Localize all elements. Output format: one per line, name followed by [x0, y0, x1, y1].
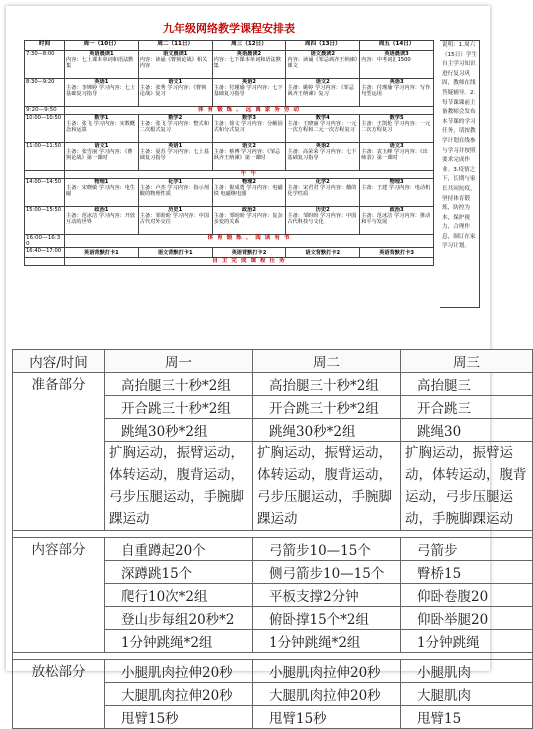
lesson-detail: 主备：李婵婷 学习内容：七上基础复习指导	[66, 85, 136, 98]
lesson-cell	[65, 207, 139, 235]
lesson-cell	[286, 179, 360, 207]
lesson-detail: 主备：邹盼盼 学习内容：中国古代科技与文化	[287, 213, 357, 226]
exercise-item: 开合跳三十秒*2组	[105, 396, 253, 419]
schedule-header-cell: 周三（12日）	[212, 41, 286, 51]
exercise-item: 登山步每组20秒*2	[105, 607, 253, 630]
exercise-item: 大腿肌肉	[401, 683, 533, 706]
exercise-warmup-text: 扩胸运动，振臂运动，体转运动，腹背运动，弓步压腿运动，手腕脚踝运动	[401, 442, 533, 531]
exercise-item: 仰卧举腿20	[401, 607, 533, 630]
schedule-row	[25, 179, 434, 207]
lesson-subject: 英语晨读2	[236, 51, 262, 57]
lesson-detail: 主备：张飞 学习内容：整式和二次根式复习	[139, 121, 209, 134]
lesson-subject: 英语晨读1	[89, 51, 114, 57]
schedule-document	[24, 20, 484, 345]
lesson-detail: 内容：七下课本单词和语法默集	[213, 57, 282, 70]
time-cell: 9:20—9:50	[25, 107, 65, 115]
exercise-header-cell: 周三	[401, 350, 533, 373]
lesson-detail: 主备：卢杰 学习内容：指示剂 酸的物理性质	[139, 185, 209, 198]
lesson-subject: 政治3	[389, 207, 404, 213]
exercise-item: 1分钟跳绳*2组	[105, 630, 253, 653]
lesson-cell	[360, 115, 434, 143]
lesson-detail: 主备：夏苏 学习内容：七上基础复习指导	[139, 149, 209, 162]
lesson-subject: 物理1	[94, 179, 109, 185]
section-gap	[13, 531, 533, 538]
lesson-subject: 化学2	[315, 179, 330, 185]
lesson-cell	[360, 51, 434, 79]
lesson-subject: 英语1	[168, 143, 183, 149]
lesson-detail: 主备：王建 学习内容：电动机	[361, 185, 431, 192]
schedule-banner-row	[25, 235, 434, 248]
lesson-detail: 主备：高荣荣 学习内容：七下基础复习指导	[287, 149, 357, 162]
lesson-cell	[286, 143, 360, 171]
lesson-cell	[65, 179, 139, 207]
lesson-subject: 英语2	[241, 79, 256, 85]
exercise-item: 大腿肌肉拉伸20秒	[105, 683, 253, 706]
lesson-detail: 内容：七上课本单词和语法默集	[66, 57, 134, 70]
lesson-cell	[138, 115, 212, 143]
exercise-item: 1分钟跳绳	[401, 630, 533, 653]
exercise-header-cell: 周一	[105, 350, 253, 373]
schedule-row	[25, 248, 434, 258]
lesson-subject: 历史1	[168, 207, 183, 213]
exercise-item: 小腿肌肉	[401, 660, 533, 683]
lesson-subject: 英语1	[94, 79, 109, 85]
exercise-item: 开合跳三	[401, 396, 533, 419]
time-cell: 16:00—16:30	[25, 235, 65, 248]
lesson-subject: 英语晨读3	[384, 51, 409, 57]
lesson-detail: 内容：中考词汇1500	[361, 57, 411, 64]
lesson-cell	[138, 143, 212, 171]
exercise-row	[13, 373, 533, 396]
time-cell	[25, 258, 65, 266]
lesson-subject: 语文1	[168, 79, 183, 85]
lesson-subject: 数学4	[315, 115, 330, 121]
banner-text: 体 育 锻 炼 、 阅 读 有 书	[65, 235, 434, 248]
time-cell: 10:00—10:50	[25, 115, 65, 143]
lesson-detail: 主备：倪成勇 学习内容：电磁铁 电磁继电器	[213, 185, 283, 198]
time-cell: 7:30—8:00	[25, 51, 65, 79]
schedule-title: 九年级网络教学课程安排表	[163, 22, 295, 35]
exercise-item: 小腿肌肉拉伸20秒	[253, 660, 401, 683]
exercise-header-row	[13, 350, 533, 373]
lesson-cell	[286, 207, 360, 235]
exercise-item: 甩臂15秒	[105, 706, 253, 729]
exercise-item: 仰卧卷腹20	[401, 584, 533, 607]
lesson-cell	[65, 51, 139, 79]
time-cell	[25, 171, 65, 179]
lesson-subject: 语文晨读1	[163, 51, 188, 57]
schedule-row	[25, 51, 434, 79]
lesson-subject: 数学2	[168, 115, 183, 121]
exercise-item: 小腿肌肉拉伸20秒	[105, 660, 253, 683]
schedule-row	[25, 79, 434, 107]
lesson-subject: 语文2	[241, 143, 256, 149]
lesson-cell	[138, 179, 212, 207]
schedule-footer-row	[25, 258, 434, 266]
lesson-cell	[212, 51, 286, 79]
exercise-item: 甩臂15秒	[253, 706, 401, 729]
exercise-item: 侧弓箭步10—15个	[253, 561, 401, 584]
time-cell: 15:00—15:50	[25, 207, 65, 235]
lesson-subject: 化学1	[168, 179, 183, 185]
lesson-cell	[286, 79, 360, 107]
schedule-header-cell: 周一（10日）	[65, 41, 139, 51]
exercise-warmup-text: 扩胸运动，振臂运动，体转运动，腹背运动，弓步压腿运动，手腕脚踝运动	[105, 442, 253, 531]
lesson-subject: 语文3	[389, 143, 404, 149]
schedule-row	[25, 207, 434, 235]
lesson-detail: 主备：宋君君 学习内容：酸的化学性质	[287, 185, 357, 198]
lesson-detail: 主备：张飞 学习内容：实数概念和运算	[66, 121, 136, 134]
exercise-item: 弓箭步	[401, 538, 533, 561]
lesson-cell	[212, 179, 286, 207]
exercise-section-label: 准备部分	[13, 373, 105, 531]
section-gap-cell	[13, 531, 533, 538]
checkin-cell: 英语背默打卡3	[360, 248, 434, 258]
lesson-cell	[286, 51, 360, 79]
lesson-cell	[360, 79, 434, 107]
schedule-banner-row	[25, 107, 434, 115]
lesson-cell	[360, 179, 434, 207]
lesson-cell	[212, 207, 286, 235]
lesson-detail: 主备：付瑾瑜 学习内容：写作句型运用	[361, 85, 431, 98]
lesson-cell	[212, 143, 286, 171]
checkin-cell: 英语背默打卡1	[65, 248, 139, 258]
lesson-cell	[65, 115, 139, 143]
exercise-item: 深蹲跳15个	[105, 561, 253, 584]
exercise-item: 高抬腿三	[401, 373, 533, 396]
lesson-subject: 语文2	[315, 79, 330, 85]
lesson-cell	[138, 51, 212, 79]
exercise-item: 高抬腿三十秒*2组	[105, 373, 253, 396]
banner-text: 体 育 锻 炼 、 远 离 家 务 劳 动	[65, 107, 434, 115]
lesson-subject: 数学5	[389, 115, 404, 121]
schedule-header-cell: 周五（14日）	[360, 41, 434, 51]
footer-banner-text: 自 主 完 成 课 程 任 务	[65, 258, 434, 266]
lesson-detail: 主备：袁玉峰 学习内容：《出师表》第一课时	[361, 149, 428, 162]
schedule-table	[24, 40, 434, 266]
banner-text: 午 午	[65, 171, 434, 179]
time-cell: 11:00—11:50	[25, 143, 65, 171]
checkin-cell: 英语背默打卡2	[212, 248, 286, 258]
exercise-item: 甩臂15	[401, 706, 533, 729]
lesson-detail: 主备：张雪丽 学习内容：《曹刿论战》第一课时	[66, 149, 133, 162]
lesson-detail: 主备：王凯伦 学习内容：一元二次方程复习	[361, 121, 431, 134]
exercise-item: 跳绳30秒*2组	[253, 419, 401, 442]
lesson-detail: 主备：范冰洁 学习内容：推动和平与发展	[361, 213, 431, 226]
schedule-row	[25, 115, 434, 143]
schedule-header-cell: 周四（13日）	[286, 41, 360, 51]
lesson-detail: 主备：徐文 学习内容：分解因式和分式复习	[213, 121, 283, 134]
lesson-cell	[212, 79, 286, 107]
exercise-item: 弓箭步10—15个	[253, 538, 401, 561]
exercise-section-label: 内容部分	[13, 538, 105, 653]
exercise-item: 跳绳30	[401, 419, 533, 442]
lesson-detail: 内容：读诵《邹忌讽齐王纳谏》课文	[287, 57, 358, 70]
lesson-cell	[360, 207, 434, 235]
lesson-detail: 主备：张秀 学习内容：《曹刿论战》复习	[139, 85, 207, 98]
lesson-detail: 主备：邹盼盼 学习内容：中国古代对外交往	[139, 213, 209, 226]
lesson-cell	[360, 143, 434, 171]
checkin-cell: 语文背默打卡1	[138, 248, 212, 258]
exercise-item: 开合跳三十秒*2组	[253, 396, 401, 419]
document-frame	[6, 6, 527, 727]
checkin-cell: 语文背默打卡2	[286, 248, 360, 258]
exercise-document	[6, 346, 527, 727]
time-cell: 8:30—9:20	[25, 79, 65, 107]
lesson-subject: 数学3	[241, 115, 256, 121]
lesson-subject: 语文晨读2	[310, 51, 335, 57]
time-cell: 14:00—14:50	[25, 179, 65, 207]
exercise-item: 高抬腿三十秒*2组	[253, 373, 401, 396]
exercise-row	[13, 660, 533, 683]
exercise-header-cell: 周二	[253, 350, 401, 373]
lesson-detail: 主备：蔡博 学习内容：《邹忌讽齐王纳谏》第一课时	[213, 149, 281, 162]
lesson-detail: 内容：读诵《曹刿论战》相关内容	[139, 57, 208, 70]
time-cell: 16:40—17:00	[25, 248, 65, 258]
lesson-subject: 语文1	[94, 143, 109, 149]
lesson-subject: 政治2	[241, 207, 256, 213]
lesson-detail: 主备：范冰洁 学习内容：开放互动的世界	[66, 213, 136, 226]
section-gap-cell	[13, 653, 533, 660]
lesson-subject: 物理3	[389, 179, 404, 185]
lesson-subject: 政治1	[94, 207, 109, 213]
lesson-cell	[286, 115, 360, 143]
schedule-header-cell: 时间	[25, 41, 65, 51]
lesson-detail: 主备：付瑾瑜 学习内容：七下基础复习指导	[213, 85, 283, 98]
schedule-banner-row	[25, 171, 434, 179]
lesson-subject: 历史2	[315, 207, 330, 213]
lesson-subject: 数学1	[94, 115, 109, 121]
exercise-item: 跳绳30秒*2组	[105, 419, 253, 442]
exercise-header-cell: 内容/时间	[13, 350, 105, 373]
exercise-item: 1分钟跳绳*2组	[253, 630, 401, 653]
schedule-header-cell: 周二（11日）	[138, 41, 212, 51]
lesson-cell	[138, 207, 212, 235]
lesson-subject: 物理2	[241, 179, 256, 185]
exercise-item: 臀桥15	[401, 561, 533, 584]
schedule-row	[25, 143, 434, 171]
lesson-cell	[65, 79, 139, 107]
exercise-item: 自重蹲起20个	[105, 538, 253, 561]
exercise-warmup-text: 扩胸运动，振臂运动，体转运动，腹背运动，弓步压腿运动，手腕脚踝运动	[253, 442, 401, 531]
lesson-detail: 主备：邹盼盼 学习内容：复杂多变的关系	[213, 213, 283, 226]
exercise-section-label: 放松部分	[13, 660, 105, 729]
lesson-subject: 英语3	[389, 79, 404, 85]
lesson-detail: 主备：王晓丽 学习内容：一元一次方程和二元一次方程复习	[287, 121, 357, 134]
lesson-detail: 主备：宋晓敏 学习内容：电生磁	[66, 185, 136, 198]
lesson-cell	[212, 115, 286, 143]
exercise-table	[12, 349, 533, 729]
section-gap	[13, 653, 533, 660]
exercise-item: 大腿肌肉拉伸20秒	[253, 683, 401, 706]
schedule-note: 说明：1.周六（15日）学生自主学习知识进行复习巩固，教师在线答疑辅导。2.每节课课前主备教师会发布本节课的学习任务，请按教学计划在线参与学习并按照要求完成作业。3.疫情之下，长期与家长共同抗疫，坚持体育锻炼，防控为本，保护视力，合理作息，制订在家学习计划。	[440, 40, 480, 308]
lesson-subject: 英语2	[315, 143, 330, 149]
exercise-row	[13, 538, 533, 561]
schedule-header-row	[25, 41, 434, 51]
exercise-item: 俯卧撑15个*2组	[253, 607, 401, 630]
exercise-item: 平板支撑2分钟	[253, 584, 401, 607]
lesson-detail: 主备：姚婷 学习内容：《邹忌讽齐王纳谏》复习	[287, 85, 354, 98]
lesson-cell	[65, 143, 139, 171]
exercise-item: 爬行10次*2组	[105, 584, 253, 607]
lesson-cell	[138, 79, 212, 107]
